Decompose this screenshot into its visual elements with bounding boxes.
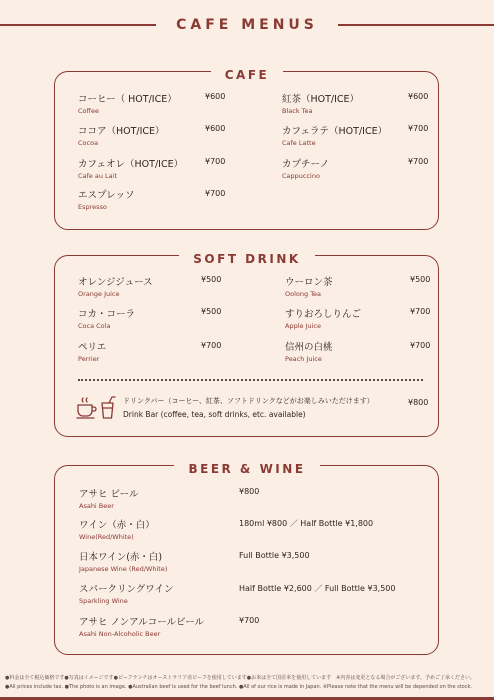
price-coca-cola: ¥500 bbox=[201, 307, 222, 316]
item-name: ココア（HOT/ICE） bbox=[78, 126, 165, 137]
menu-item-asahi-beer bbox=[79, 486, 138, 510]
beer-wine-heading bbox=[0, 458, 494, 477]
item-name: カフェオレ（HOT/ICE） bbox=[78, 159, 184, 170]
menu-item-non-alcoholic-beer bbox=[79, 614, 204, 638]
cafe-heading bbox=[0, 64, 494, 83]
item-name: コカ・コーラ bbox=[78, 309, 136, 320]
item-subtitle: Perrier bbox=[78, 355, 100, 363]
item-name: ウーロン茶 bbox=[285, 277, 333, 288]
item-subtitle: Cafe Latte bbox=[282, 139, 316, 147]
menu-item-wine bbox=[79, 517, 155, 541]
price-cafe-au-lait: ¥700 bbox=[205, 157, 226, 166]
beer-wine-heading-label: BEER & WINE bbox=[174, 462, 319, 476]
menu-item-peach-juice bbox=[285, 339, 333, 363]
item-name: カフェラテ（HOT/ICE） bbox=[282, 126, 388, 137]
price-non-alcoholic-beer: ¥700 bbox=[239, 616, 260, 625]
item-subtitle: Black Tea bbox=[282, 107, 313, 115]
price-wine: 180ml ¥800 ／ Half Bottle ¥1,800 bbox=[239, 519, 374, 528]
menu-item-perrier bbox=[78, 339, 106, 363]
page-title: CAFE MENUS bbox=[176, 17, 318, 33]
dotted-divider bbox=[78, 379, 423, 381]
item-name: ワイン（赤・白） bbox=[79, 520, 155, 531]
cafe-heading-label: CAFE bbox=[211, 68, 284, 82]
price-japanese-wine: Full Bottle ¥3,500 bbox=[239, 551, 310, 560]
item-name: オレンジジュース bbox=[78, 277, 153, 288]
item-name: ペリエ bbox=[78, 342, 107, 353]
item-subtitle: Japanese Wine (Red/White) bbox=[79, 565, 168, 573]
item-name: 紅茶（HOT/ICE） bbox=[282, 94, 360, 105]
menu-item-espresso bbox=[78, 187, 135, 211]
item-subtitle: Espresso bbox=[78, 203, 107, 211]
item-name: アサヒ ノンアルコールビール bbox=[79, 617, 205, 628]
menu-item-black-tea bbox=[282, 91, 359, 115]
drink-bar-description-en: Drink Bar (coffee, tea, soft drinks, etc. available) bbox=[123, 410, 306, 419]
item-subtitle: Cocoa bbox=[78, 139, 99, 147]
item-subtitle: Cappuccino bbox=[282, 172, 320, 180]
item-name: コーヒー（ HOT/ICE） bbox=[78, 94, 177, 105]
price-asahi-beer: ¥800 bbox=[239, 487, 260, 496]
price-cappuccino: ¥700 bbox=[408, 157, 429, 166]
menu-item-cappuccino bbox=[282, 156, 329, 180]
item-subtitle: Coca Cola bbox=[78, 322, 111, 330]
item-name: すりおろしりんご bbox=[285, 309, 362, 320]
soft-drink-heading-label: SOFT DRINK bbox=[179, 252, 314, 266]
price-cocoa: ¥600 bbox=[205, 124, 226, 133]
item-subtitle: Cafe au Lait bbox=[78, 172, 118, 180]
menu-item-coca-cola bbox=[78, 306, 135, 330]
price-perrier: ¥700 bbox=[201, 341, 222, 350]
menu-item-apple-juice bbox=[285, 306, 361, 330]
menu-item-cocoa bbox=[78, 123, 165, 147]
item-subtitle: Coffee bbox=[78, 107, 99, 115]
glass-with-straw-icon bbox=[100, 396, 116, 420]
item-subtitle: Asahi Non-Alcoholic Beer bbox=[79, 630, 161, 638]
price-black-tea: ¥600 bbox=[408, 92, 429, 101]
item-name: アサヒ ビール bbox=[79, 489, 139, 500]
price-peach-juice: ¥700 bbox=[410, 341, 431, 350]
item-subtitle: Wine(Red/White) bbox=[79, 533, 134, 541]
drink-bar-description-jp: ドリンクバー（コーヒー、紅茶、ソフトドリンクなどがお楽しみいただけます） bbox=[123, 397, 374, 405]
item-subtitle: Sparkling Wine bbox=[79, 597, 128, 605]
price-cafe-latte: ¥700 bbox=[408, 124, 429, 133]
price-orange-juice: ¥500 bbox=[201, 275, 222, 284]
menu-item-cafe-au-lait bbox=[78, 156, 183, 180]
item-subtitle: Apple Juice bbox=[285, 322, 321, 330]
item-subtitle: Asahi Beer bbox=[79, 502, 114, 510]
price-espresso: ¥700 bbox=[205, 189, 226, 198]
menu-item-japanese-wine bbox=[79, 549, 167, 573]
item-subtitle: Oolong Tea bbox=[285, 290, 322, 298]
item-subtitle: Orange Juice bbox=[78, 290, 120, 298]
menu-item-cafe-latte bbox=[282, 123, 387, 147]
item-subtitle: Peach Juice bbox=[285, 355, 322, 363]
footer-note-jp: ●料金は全て税込価格です●写真はイメージです●ビーフランチはオーストラリア産ビーフを使用しています●お米は全て国産米を使用しています ※内容は変更となる場合がございます。予めご了承ください。 bbox=[5, 675, 475, 681]
menu-item-coffee bbox=[78, 91, 177, 115]
price-drink-bar: ¥800 bbox=[408, 398, 429, 407]
soft-drink-heading bbox=[0, 248, 494, 267]
price-oolong-tea: ¥500 bbox=[410, 275, 431, 284]
price-sparkling-wine: Half Bottle ¥2,600 ／ Full Bottle ¥3,500 bbox=[239, 584, 396, 593]
item-name: カプチーノ bbox=[282, 159, 330, 170]
footer-note-en: ●All prices include tax. ●The photo is an image. ●Australian beef is used for the beef lunch. ●All of our rice is made in Japan. ※Please note that the menu will be depended on the stock. bbox=[5, 684, 472, 690]
item-name: スパークリングワイン bbox=[79, 584, 174, 595]
menu-item-oolong-tea bbox=[285, 274, 333, 298]
price-coffee: ¥600 bbox=[205, 92, 226, 101]
menu-item-sparkling-wine bbox=[79, 581, 174, 605]
item-name: エスプレッソ bbox=[78, 190, 135, 201]
item-name: 信州の白桃 bbox=[285, 342, 333, 353]
menu-item-orange-juice bbox=[78, 274, 153, 298]
item-name: 日本ワイン(赤・白) bbox=[79, 552, 163, 563]
price-apple-juice: ¥700 bbox=[410, 307, 431, 316]
